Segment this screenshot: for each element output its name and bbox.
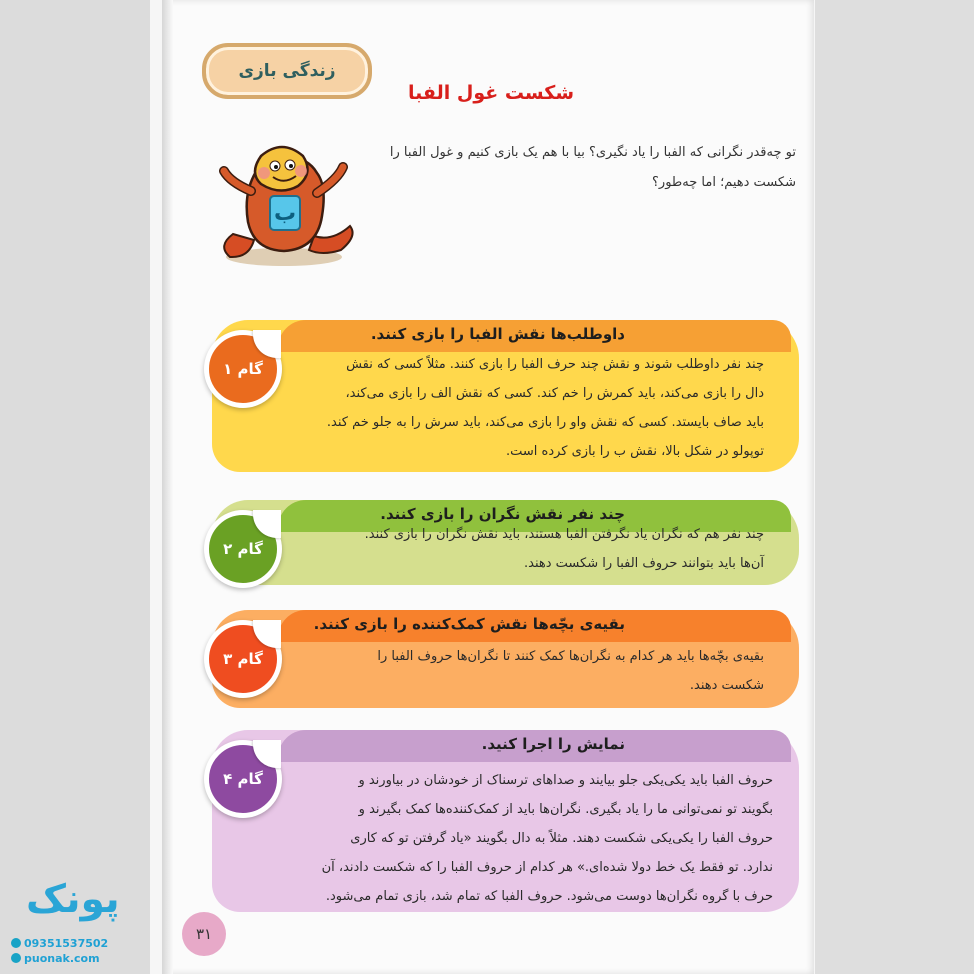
step-3-tag-label: گام ۳ [223, 650, 263, 668]
watermark-logo-text: پونک [26, 877, 120, 922]
step-1-heading: داوطلب‌ها نقش الفبا را بازی کنند. [370, 325, 625, 343]
watermark-site [11, 952, 100, 965]
step-2-tag [204, 510, 282, 588]
step-1-line-3: باید صاف بایستد. کسی که نقش واو را بازی می‌کند، باید سرش را به جلو خم کند. [326, 415, 764, 430]
watermark-logo [26, 875, 122, 927]
intro-line-1: تو چه‌قدر نگرانی که الفبا را یاد نگیری؟ بیا با هم یک بازی کنیم و غول الفبا را [389, 145, 796, 160]
step-4-tag [204, 740, 282, 818]
step-3-line-1: بقیه‌ی بچّه‌ها باید هر کدام به نگران‌ها کمک کنند تا نگران‌ها حروف الفبا را [377, 649, 764, 664]
step-2-tag-label: گام ۲ [223, 540, 263, 558]
step-2-line-1: چند نفر هم که نگران یاد نگرفتن الفبا هستند، باید نقش نگران را بازی کنند. [364, 527, 764, 542]
step-4-line-2: بگویند تو نمی‌توانی ما را یاد بگیری. نگران‌ها باید از کمک‌کننده‌ها کمک بگیرند و [358, 802, 773, 817]
step-1-panel [212, 320, 799, 472]
step-4-heading: نمایش را اجرا کنید. [481, 735, 625, 753]
whatsapp-icon [11, 938, 21, 948]
step-3-body [314, 642, 764, 700]
step-2-line-2: آن‌ها باید بتوانند حروف الفبا را شکست دهند. [524, 556, 764, 571]
section-badge [202, 43, 372, 99]
watermark-phone-text: 09351537502 [24, 937, 109, 950]
step-3-heading: بقیه‌ی بچّه‌ها نقش کمک‌کننده را بازی کنند. [313, 615, 625, 633]
watermark [3, 875, 143, 967]
step-4-body [315, 766, 773, 911]
page-title: شکست غول الفبا [408, 82, 574, 104]
step-4-line-4: ندارد. تو فقط یک خط دولا شده‌ای.» هر کدام از حروف الفبا را که شکست دادند، آن [321, 860, 773, 875]
step-1-tag [204, 330, 282, 408]
step-4-tag-label: گام ۴ [223, 770, 263, 788]
page-curl-icon [253, 740, 281, 768]
step-4-line-3: حروف الفبا را یکی‌یکی شکست دهند. مثلاً به دال بگویند «یاد گرفتن تو که کاری [350, 831, 773, 846]
step-2-body [314, 520, 764, 578]
watermark-site-text: puonak.com [24, 952, 100, 965]
book-page [162, 0, 814, 974]
page-curl-icon [253, 510, 281, 538]
page-curl-icon [253, 330, 281, 358]
step-1-line-1: چند نفر داوطلب شوند و نقش چند حرف الفبا را بازی کنند. مثلاً کسی که نقش [346, 357, 764, 372]
intro-line-2: شکست دهیم؛ اما چه‌طور؟ [652, 175, 796, 190]
page-number: ۳۱ [182, 912, 226, 956]
step-3-panel [212, 610, 799, 708]
step-1-body [314, 350, 764, 466]
step-3-line-2: شکست دهند. [689, 678, 764, 693]
page-spine [162, 0, 173, 974]
step-1-line-4: توپولو در شکل بالا، نقش ب را بازی کرده است. [505, 444, 764, 459]
alphabet-ogre-icon [212, 138, 367, 268]
step-1-tag-label: گام ۱ [223, 360, 263, 378]
globe-icon [11, 953, 21, 963]
step-3-tag [204, 620, 282, 698]
step-4-line-1: حروف الفبا باید یکی‌یکی جلو بیایند و صداهای ترسناک از خودشان در بیاورند و [358, 773, 773, 788]
step-4-panel [212, 730, 799, 912]
watermark-phone [11, 937, 108, 950]
step-1-line-2: دال را بازی می‌کند، باید کمرش را خم کند. کسی که نقش الف را بازی می‌کند، [345, 386, 764, 401]
ogre-letter: ب [273, 201, 297, 226]
step-4-line-5: حرف با گروه نگران‌ها دوست می‌شود. حروف الفبا که تمام شد، بازی تمام می‌شود. [325, 889, 773, 904]
page-curl-icon [253, 620, 281, 648]
step-2-panel [212, 500, 799, 585]
step-2-heading: چند نفر نقش نگران را بازی کنند. [380, 505, 625, 523]
section-badge-label: زندگی بازی [238, 61, 336, 81]
